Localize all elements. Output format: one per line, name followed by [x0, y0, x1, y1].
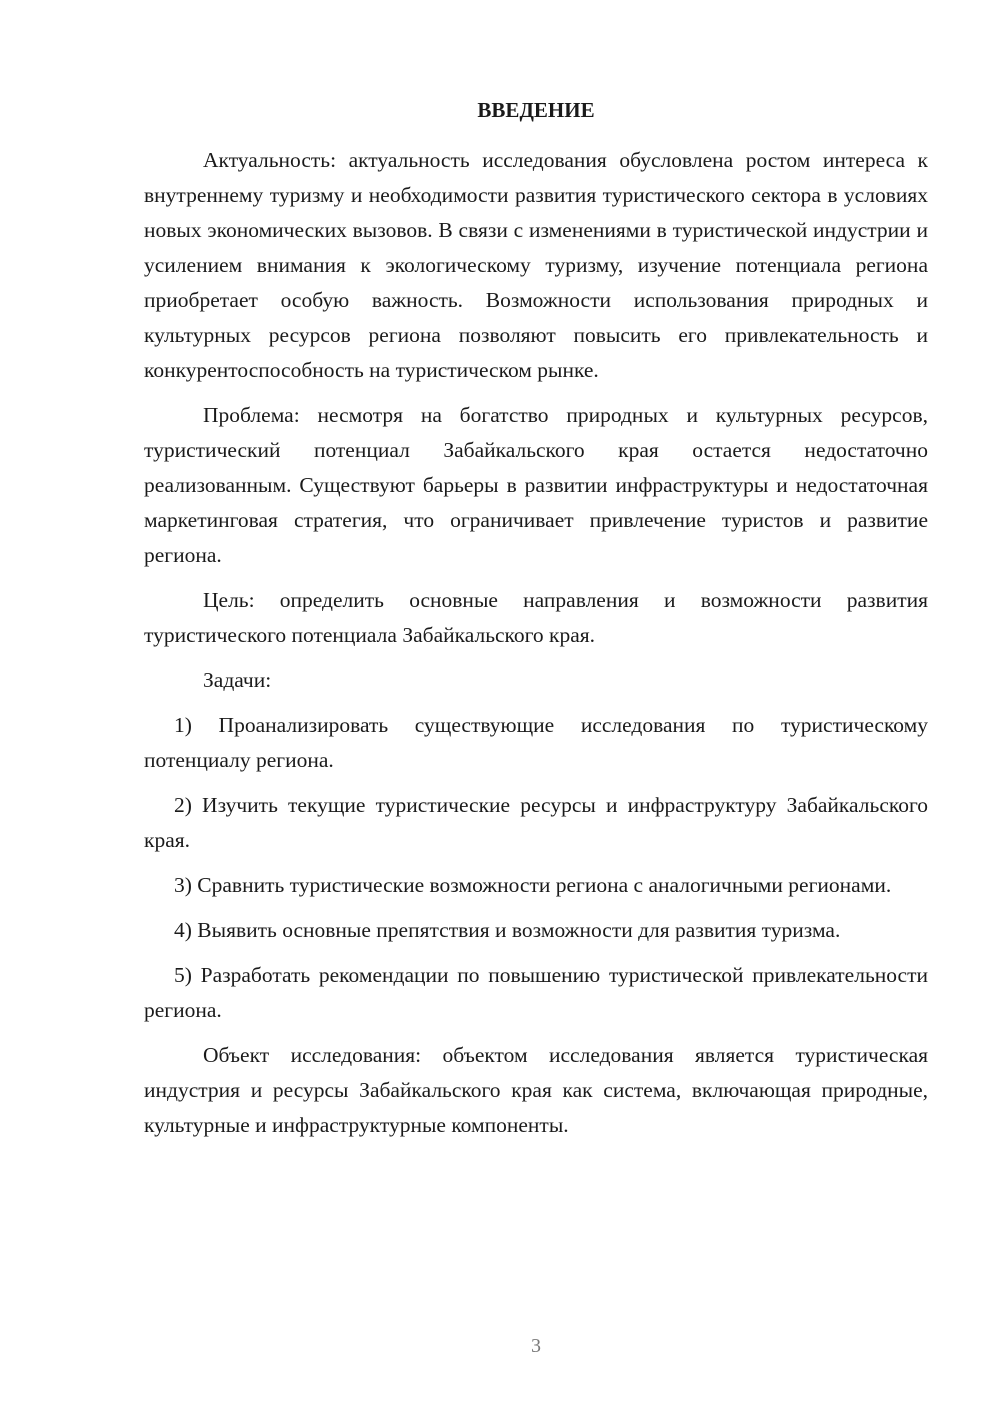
paragraph-problem: Проблема: несмотря на богатство природных и культурных ресурсов, туристический потенциал Забайкальского края остается недостаточно реализованным. Существуют барьеры в развитии инфраструктуры и недостаточная маркетинговая стратегия, что ограничивает привлечение туристов и развитие региона.: [144, 403, 928, 567]
task-item-2: 2) Изучить текущие туристические ресурсы и инфраструктуру Забайкальского края.: [144, 793, 928, 852]
tasks-label: Задачи:: [203, 668, 272, 692]
paragraph-object: Объект исследования: объектом исследования является туристическая индустрия и ресурсы Забайкальского края как система, включающая природные, культурные и инфраструктурные компоненты.: [144, 1043, 928, 1137]
task-item-5: 5) Разработать рекомендации по повышению туристической привлекательности региона.: [144, 963, 928, 1022]
task-item-1: 1) Проанализировать существующие исследования по туристическому потенциалу региона.: [144, 713, 928, 772]
task-item-3: 3) Сравнить туристические возможности региона с аналогичными регионами.: [174, 873, 892, 897]
paragraph-relevance: Актуальность: актуальность исследования обусловлена ростом интереса к внутреннему туризму и необходимости развития туристического сектора в условиях новых экономических вызовов. В связи с изменениями в туристической индустрии и усилением внимания к экологическому туризму, изучение потенциала региона приобретает особую важность. Возможности использования природных и культурных ресурсов региона позволяют повысить его привлекательность и конкурентоспособность на туристическом рынке.: [144, 148, 928, 382]
page-number: 3: [531, 1335, 541, 1357]
paragraph-goal: Цель: определить основные направления и возможности развития туристического потенциала Забайкальского края.: [144, 588, 928, 647]
page-content: [144, 92, 928, 1153]
task-item-4: 4) Выявить основные препятствия и возможности для развития туризма.: [174, 918, 841, 942]
page-title: ВВЕДЕНИЕ: [477, 98, 595, 122]
